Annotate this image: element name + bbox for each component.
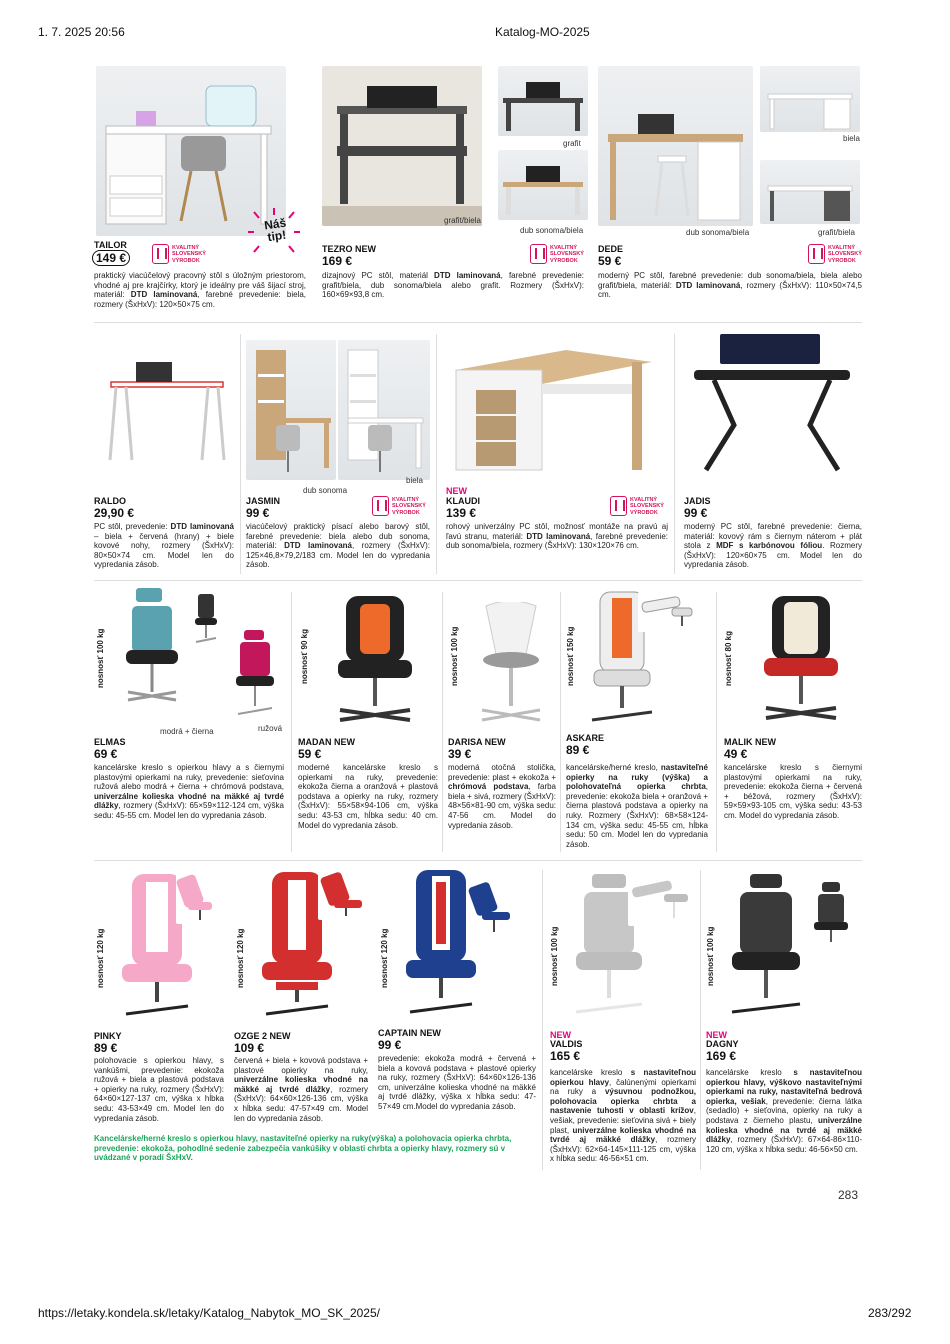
quality-badge: KVALITNÝ SLOVENSKÝ VÝROBOK <box>530 244 582 266</box>
dede-price: 59 € <box>598 254 622 268</box>
captain-load-capacity: nosnosť 120 kg <box>380 928 389 988</box>
madan-chair-photo <box>316 594 434 734</box>
tailor-name: TAILOR <box>94 240 127 250</box>
slovak-seal-icon <box>372 496 389 516</box>
quality-badge: KVALITNÝ SLOVENSKÝ VÝROBOK <box>152 244 204 266</box>
jasmin-description: viacúčelový praktický písací alebo barový stôl, farebné prevedenie: biela alebo dub sonoma, materiál: DTD laminovaná, rozmery (ŠxHxV): 125×46,8×79,2/183 cm. Model len do vypredania zásob. <box>246 522 430 570</box>
quality-badge: KVALITNÝ SLOVENSKÝ VÝROBOK <box>808 244 860 266</box>
jadis-price: 99 € <box>684 506 708 520</box>
elmas-black-photo <box>190 592 222 646</box>
klaudi-price: 139 € <box>446 506 477 520</box>
raldo-desk-photo <box>96 340 236 490</box>
valdis-load-capacity: nosnosť 100 kg <box>550 926 559 986</box>
darisa-price: 39 € <box>448 747 472 761</box>
column-divider <box>442 592 443 852</box>
dede-grafit-photo <box>760 160 860 224</box>
column-divider <box>240 334 241 574</box>
pinky-description: polohovacie s opierkou hlavy, s vankúšmi, prevedenie: ekokoža ružová + biela a plastová podstava + opierky na ruky, rozmery (ŠxHxV): 64×60×127-137 cm, výška x hĺbka sedu: 43-53×49 cm. Model len do vypredania zásob. <box>94 1056 224 1123</box>
dede-desk-photo <box>598 66 753 226</box>
tezro-sonoma-photo <box>498 150 588 220</box>
slovak-seal-icon <box>610 496 627 516</box>
tezro-grafit-photo <box>498 66 588 136</box>
captain-description: prevedenie: ekokoža modrá + červená + biela a kovová podstava + plastové opierky na ruky, rozmery (ŠxHxV): 64×60×126-136 cm, univerzálne kolieska vhodné na mäkké aj tvrdé dlážky, výška x hĺbka sedu: 47-57×49 cm.Model do vypredania zásob. <box>378 1054 536 1111</box>
source-url[interactable]: https://letaky.kondela.sk/letaky/Katalog_Nabytok_MO_SK_2025/ <box>38 1306 380 1320</box>
askare-price: 89 € <box>566 743 590 757</box>
malik-load-capacity: nosnosť 80 kg <box>724 631 733 686</box>
elmas-caption-1: modrá + čierna <box>160 727 214 736</box>
jasmin-caption-1: dub sonoma <box>303 486 348 495</box>
elmas-blue-photo <box>112 588 192 716</box>
dede-description: moderný PC stôl, farebné prevedenie: dub sonoma/biela, biela alebo grafit/biela, materiál: DTD laminovaná, rozmery (ŠxHxV): 110×50×74,5 cm. <box>598 271 862 300</box>
column-divider <box>716 592 717 852</box>
chairs-note: Kancelárske/herné kreslo s opierkou hlavy, nastaviteľné opierky na ruky(výška) a polohovacia opierka chrbta, prevedenie: ekokoža, pohodlné sedenie zabezpečia vankúšiky v oblasti chrbta a opierky hlavy, rozmery sú v uvádzané v poradí ŠxHxV. <box>94 1134 512 1163</box>
captain-reclined-photo <box>466 880 516 936</box>
dagny-description: kancelárske kreslo s nastaviteľnou opierkou hlavy, výškovo nastaviteľnými opierkami na ruky, nastaviteľná bedrová opierka, vešiak, prevedenie: čierna látka (sedadlo) + sieťovina, opierky na ruky a podstava z čierneho plastu, univerzálne kolieska vhodné na tvrdé aj mäkké dlážky, rozmery (ŠxHxV): 67×64-86×110-120 cm, výška x hĺbka sedu: 46-56×50 cm. <box>706 1068 862 1154</box>
malik-chair-photo <box>742 594 860 730</box>
tip-label: Náš tip! <box>263 215 288 245</box>
dagny-name: DAGNY <box>706 1039 739 1049</box>
elmas-price: 69 € <box>94 747 118 761</box>
elmas-name: ELMAS <box>94 737 126 747</box>
klaudi-desk-photo <box>446 340 662 480</box>
slovak-seal-icon <box>152 244 169 264</box>
valdis-reclined-photo <box>628 876 694 926</box>
jadis-name: JADIS <box>684 496 711 506</box>
tip-burst <box>248 208 300 256</box>
madan-load-capacity: nosnosť 90 kg <box>300 629 309 684</box>
jasmin-name: JASMIN <box>246 496 281 506</box>
ozge-price: 109 € <box>234 1041 265 1055</box>
ozge-name: OZGE 2 NEW <box>234 1031 291 1041</box>
dagny-new-flag: NEW <box>706 1030 727 1040</box>
jasmin-sonoma-photo <box>246 340 336 480</box>
row-divider <box>94 322 862 323</box>
darisa-name: DARISA NEW <box>448 737 506 747</box>
malik-name: MALIK NEW <box>724 737 776 747</box>
valdis-description: kancelárske kreslo s nastaviteľnou opierkou hlavy, čalúnenými opierkami na ruky a výsuvnou podnožkou, polohovacia opierka chrbta a nastavenie tuhosti v oblasti krížov, vešiak, prevedenie: sieťovina sivá + biely plast, univerzálne kolieska vhodné na tvrdé aj mäkké dlážky, rozmery (ŠxHxV): 62×64-145×111-125 cm, výška x hĺbka sedu: 46-56×51 cm. <box>550 1068 697 1164</box>
jasmin-white-photo <box>338 340 430 480</box>
tezro-caption-2: grafit <box>563 139 581 148</box>
madan-description: moderné kancelárske kreslo s opierkami na ruky, prevedenie: ekokoža čierna a oranžová + plastová podstava a opierky na ruky, rozmery (ŠxHxV): 55×58×94-106 cm, výška sedu: 43-53 cm, hĺbka sedu: 40 cm. Model do vypredania zásob. <box>298 763 438 830</box>
pinky-price: 89 € <box>94 1041 118 1055</box>
askare-load-capacity: nosnosť 150 kg <box>566 626 575 686</box>
dagny-chair-photo <box>722 872 810 1022</box>
captain-price: 99 € <box>378 1038 402 1052</box>
askare-name: ASKARE <box>566 733 605 743</box>
tezro-caption-1: grafit/biela <box>444 216 481 225</box>
column-divider <box>674 334 675 574</box>
quality-badge: KVALITNÝ SLOVENSKÝ VÝROBOK <box>372 496 424 518</box>
captain-name: CAPTAIN NEW <box>378 1028 441 1038</box>
tezro-desk-photo <box>322 66 482 226</box>
askare-description: kancelárske/herné kreslo, nastaviteľné opierky na ruky (výška) a polohovateľná opierka chrbta, prevedenie: ekokoža biela + oranžová + čierna plastová podstava a opierky na ruky. Rozmery (ŠxHxV): 68×58×124-134 cm, výška sedu: 45-55 cm, hĺbka sedu: 50 cm. Model len do vypredania zásob. <box>566 763 708 849</box>
column-divider <box>700 870 701 1170</box>
dede-caption-3: grafit/biela <box>818 228 855 237</box>
tezro-price: 169 € <box>322 254 353 268</box>
klaudi-name: KLAUDI <box>446 496 480 506</box>
jasmin-price: 99 € <box>246 506 270 520</box>
column-divider <box>542 870 543 1170</box>
askare-reclined-photo <box>638 592 698 632</box>
page-counter: 283/292 <box>868 1306 912 1320</box>
pinky-name: PINKY <box>94 1031 122 1041</box>
elmas-pink-photo <box>226 630 284 722</box>
dagny-price: 169 € <box>706 1049 737 1063</box>
quality-badge: KVALITNÝ SLOVENSKÝ VÝROBOK <box>610 496 662 518</box>
jadis-description: moderný PC stôl, farebné prevedenie: čierna, materiál: kovový rám s čiernym náterom + plát stola z MDF s karbónovou fóliou. Rozmery (ŠxHxV): 120×60×75 cm. Model len do vypredania zásob. <box>684 522 863 570</box>
ozge-load-capacity: nosnosť 120 kg <box>236 928 245 988</box>
tezro-description: dizajnový PC stôl, materiál DTD laminovaná, farebné prevedenie: grafit/biela, dub sonoma/biela alebo grafit. Rozmery (ŠxHxV): 160×69×93,8 cm. <box>322 271 585 300</box>
column-divider <box>291 592 292 852</box>
malik-price: 49 € <box>724 747 748 761</box>
column-divider <box>436 334 437 574</box>
row-divider <box>94 580 862 581</box>
elmas-description: kancelárske kreslo s opierkou hlavy a s čiernymi plastovými opierkami na ruky, prevedenie: sieťovina ružová alebo modrá + čierna + chrómová podstava, univerzálne kolieska vhodné na mäkké aj tvrdé dlážky, rozmery (ŠxHxV): 65×59×112-124 cm, výška sedu: 45-55 cm. Model len do vypredania zásob. <box>94 763 284 820</box>
tezro-name: TEZRO NEW <box>322 244 376 254</box>
madan-name: MADAN NEW <box>298 737 355 747</box>
dede-caption-1: dub sonoma/biela <box>686 228 750 237</box>
darisa-chair-photo <box>466 602 556 732</box>
jadis-desk-photo <box>684 330 860 480</box>
tailor-description: praktický viacúčelový pracovný stôl s úložným priestorom, vhodné aj pre krajčírky, ktorý je ideálny pre váš šijací stroj, materiál: DTD laminovaná, farebné prevedenie: biela, rozmery (ŠxHxV): 120×50×75 cm. <box>94 271 306 309</box>
raldo-description: PC stôl, prevedenie: DTD laminovaná – biela + červená (hrany) + biele kovové nohy, rozmery (ŠxHxV): 80×50×74 cm. Model len do vypredania zásob. <box>94 522 234 570</box>
jasmin-caption-2: biela <box>406 476 423 485</box>
valdis-price: 165 € <box>550 1049 581 1063</box>
slovak-seal-icon <box>530 244 547 264</box>
madan-price: 59 € <box>298 747 322 761</box>
pinky-reclined-photo <box>176 872 216 924</box>
ozge-description: červená + biela + kovová podstava + plastové opierky na ruky, univerzálne kolieska vhodné na mäkké aj tvrdé dlážky, rozmery (ŠxHxV): 64×60×126-136 cm, výška x hĺbka sedu: 47-57×49 cm. Model len do vypredania zásob. <box>234 1056 368 1123</box>
print-datetime: 1. 7. 2025 20:56 <box>38 25 125 39</box>
darisa-load-capacity: nosnosť 100 kg <box>450 626 459 686</box>
ozge-reclined-photo <box>318 870 368 920</box>
elmas-caption-2: ružová <box>258 724 283 733</box>
dagny-load-capacity: nosnosť 100 kg <box>706 926 715 986</box>
dede-white-photo <box>760 66 860 132</box>
dagny-side-photo <box>808 880 860 950</box>
document-title: Katalog-MO-2025 <box>495 25 590 39</box>
dede-name: DEDE <box>598 244 624 254</box>
row-divider <box>94 860 862 861</box>
valdis-name: VALDIS <box>550 1039 583 1049</box>
raldo-price: 29,90 € <box>94 506 135 520</box>
page-number: 283 <box>838 1188 859 1202</box>
dede-caption-2: biela <box>843 134 860 143</box>
raldo-name: RALDO <box>94 496 126 506</box>
tailor-price: 149 € <box>92 250 130 266</box>
klaudi-new-flag: NEW <box>446 486 467 496</box>
elmas-load-capacity: nosnosť 100 kg <box>96 628 105 688</box>
tezro-caption-3: dub sonoma/biela <box>520 226 584 235</box>
pinky-load-capacity: nosnosť 120 kg <box>96 928 105 988</box>
malik-description: kancelárske kreslo s čiernymi plastovými opierkami na ruky, prevedenie: ekokoža čierna + červená + béžová, rozmery (ŠxHxV): 59×59×93-105 cm, výška sedu: 43-53 cm. Model do vypredania zásob. <box>724 763 862 820</box>
slovak-seal-icon <box>808 244 825 264</box>
darisa-description: moderná otočná stolička, prevedenie: plast + ekokoža + chrómová podstava, farba biela + sivá, rozmery (ŠxHxV): 48×56×81-90 cm, výška sedu: 47-56 cm. Model do vypredania zásob. <box>448 763 556 830</box>
klaudi-description: rohový univerzálny PC stôl, možnosť montáže na pravú aj ľavú stranu, materiál: DTD laminovaná, farebné prevedenie: dub sonoma/biela, rozmery (ŠxHxV): 130×120×76 cm. <box>446 522 669 551</box>
column-divider <box>560 592 561 852</box>
valdis-new-flag: NEW <box>550 1030 571 1040</box>
